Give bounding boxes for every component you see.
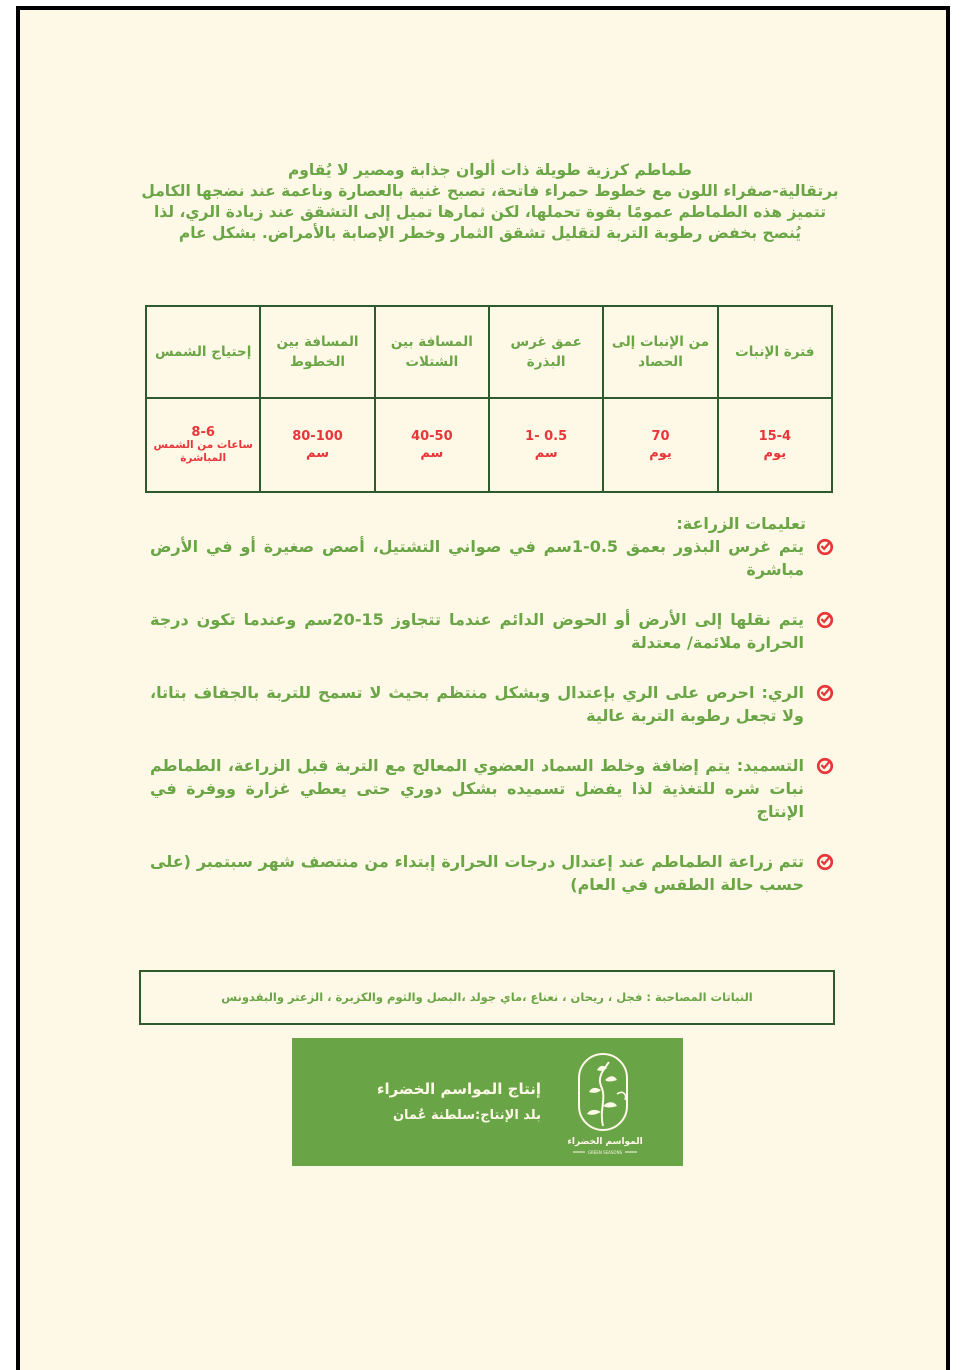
value-unit: سم [420, 446, 444, 461]
producer-name: إنتاج المواسم الخضراء [376, 1080, 541, 1098]
check-badge-icon [816, 684, 834, 702]
product-description [140, 160, 840, 244]
value-number: 8-6 [191, 424, 215, 440]
instruction-text: يتم غرس البذور بعمق 0.5-1سم في صواني التشتيل، أصص صغيرة أو في الأرض مباشرة [150, 537, 805, 579]
country-of-origin: بلد الإنتاج:سلطنة عُمان [392, 1108, 541, 1123]
value-seedling-spacing [375, 398, 489, 492]
check-badge-icon [816, 538, 834, 556]
list-item [150, 608, 826, 654]
instruction-text: الري: احرص على الري بإعتدال وبشكل منتظم بحيث لا تسمح للتربة بالجفاف بتاتا، ولا تجعل رطوبة التربة عالية [150, 683, 804, 725]
description-care: تتميز هذه الطماطم عمومًا بقوة تحملها، لكن ثمارها تميل إلى التشقق عند زيادة الري، لذا يُنصح بخفض رطوبة التربة لتقليل تشقق الثمار وخطر الإصابة بالأمراض. بشكل عام [153, 203, 827, 242]
instructions-title: تعليمات الزراعة: [676, 514, 806, 533]
value-seed-depth [489, 398, 603, 492]
header-row-spacing: المسافة بين الخطوط [260, 306, 374, 398]
value-germination-to-harvest [603, 398, 717, 492]
check-badge-icon [816, 757, 834, 775]
table-header-row [146, 306, 832, 398]
value-unit: يوم [763, 446, 787, 461]
leaf-branch-logo-icon [565, 1050, 645, 1158]
description-color: برتقالية-صفراء اللون مع خطوط حمراء فاتحة، تصبح غنية بالعصارة وناعمة عند نضجها الكامل [141, 182, 839, 200]
header-sun-requirement: إحتياج الشمس [146, 306, 260, 398]
table-value-row [146, 398, 832, 492]
check-badge-icon [816, 853, 834, 871]
companion-plants-text: النباتات المصاحبة : فجل ، ريحان ، نعناع ،ماي جولد ،البصل والثوم والكزبرة ، الزعتر والبقدونس [221, 990, 753, 1004]
header-germination-period: فترة الإنبات [718, 306, 832, 398]
value-germination-period [718, 398, 832, 492]
producer-banner [292, 1038, 683, 1166]
value-unit: ساعات من الشمس المباشرة [153, 438, 253, 464]
list-item [150, 535, 826, 581]
instruction-text: تتم زراعة الطماطم عند إعتدال درجات الحرارة إبتداء من منتصف شهر سبتمبر (على حسب حالة الطقس في العام) [150, 852, 804, 894]
value-number: 15-4 [758, 429, 792, 444]
list-item [150, 681, 826, 727]
description-headline: طماطم كرزية طويلة ذات ألوان جذابة ومصير لا يُقاوم [287, 161, 693, 179]
companion-plants-box [139, 970, 835, 1025]
value-unit: سم [306, 446, 330, 461]
instruction-text: يتم نقلها إلى الأرض أو الحوض الدائم عندما تتجاوز 15-20سم وعندما تكون درجة الحرارة ملائمة/ معتدلة [150, 610, 804, 652]
instruction-text: التسميد: يتم إضافة وخلط السماد العضوي المعالج مع التربة قبل الزراعة، الطماطم نبات شره للتغذية لذا يفضل تسميده بشكل دوري حتى يعطي غزارة ووفرة في الإنتاج [150, 756, 804, 821]
logo-text: المواسم الخضراء [567, 1137, 643, 1147]
list-item [150, 754, 826, 823]
logo-subtext: GREEN SEASONS [587, 1150, 623, 1155]
value-number: 1- 0.5 [525, 429, 568, 444]
value-number: 40-50 [411, 429, 453, 444]
value-row-spacing [260, 398, 374, 492]
planting-instructions [150, 512, 826, 923]
check-badge-icon [816, 611, 834, 629]
value-number: 70 [651, 429, 670, 444]
value-unit: يوم [649, 446, 672, 461]
growing-specs-table [145, 305, 833, 493]
header-seedling-spacing: المسافة بين الشتلات [375, 306, 489, 398]
header-germination-to-harvest: من الإنبات إلى الحصاد [603, 306, 717, 398]
header-seed-depth: عمق غرس البذرة [489, 306, 603, 398]
value-unit: سم [534, 446, 558, 461]
list-item [150, 850, 826, 896]
value-sun-requirement [146, 398, 260, 492]
value-number: 80-100 [292, 429, 343, 444]
